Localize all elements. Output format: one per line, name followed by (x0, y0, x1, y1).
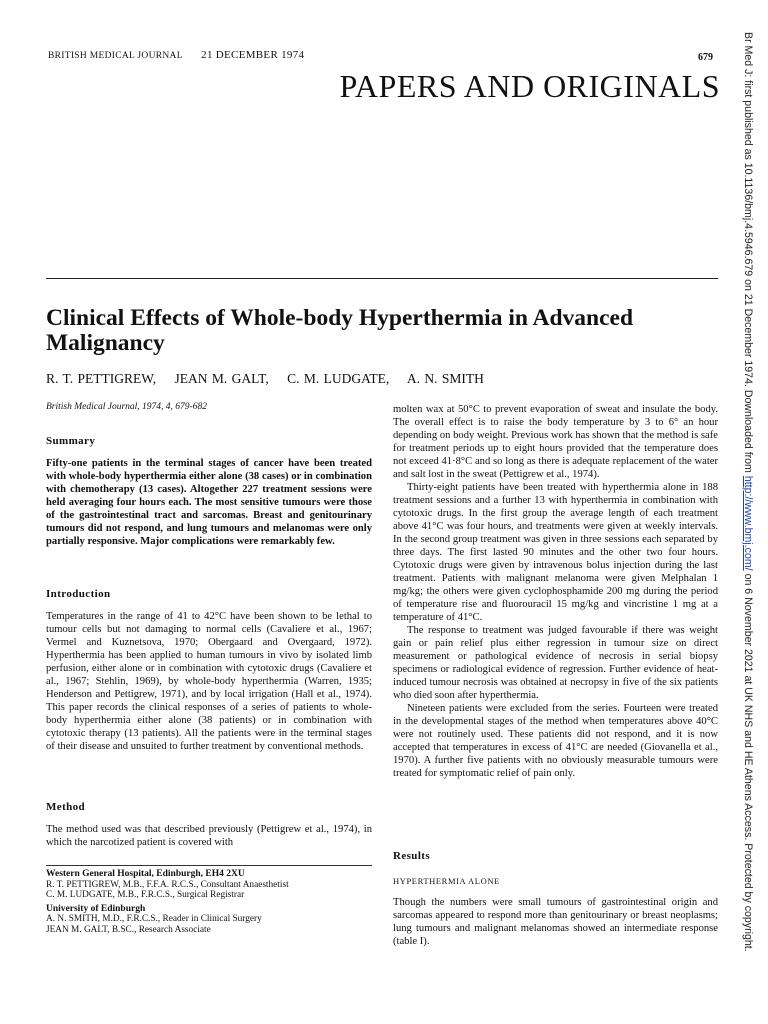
results-text: Though the numbers were small tumours of gastrointestinal origin and sarcomas appeared to respond more than genitourinary or breast neoplasms; lung tumours and malignant melanomas showed an intermediate response (table I). (393, 897, 718, 947)
side-note-suffix: on 6 November 2021 at UK NHS and HE Athens Access. Protected by copyright. (742, 573, 754, 952)
affiliation-line: JEAN M. GALT, B.SC., Research Associate (46, 924, 211, 935)
results-subheading: HYPERTHERMIA ALONE (393, 876, 500, 886)
citation: British Medical Journal, 1974, 4, 679-682 (46, 402, 207, 412)
method-section (46, 801, 372, 849)
author: R. T. PETTIGREW, (46, 371, 157, 386)
paragraph: molten wax at 50°C to prevent evaporation of sweat and insulate the body. The overall effect is to raise the body temperature by 3 to 6° an hour depending on body weight. Previous work has shown that the method is safe for treatment periods up to eight hours provided that the temperature does not exceed 41·8°C and so long as there is adequate replacement of the water and salt lost in the sweat (Pettigrew et al., 1974). (393, 404, 718, 480)
header-divider (46, 278, 718, 279)
affiliation-line: A. N. SMITH, M.D., F.R.C.S., Reader in Clinical Surgery (46, 914, 262, 924)
method-heading: Method (46, 801, 86, 813)
page-number: 679 (698, 52, 713, 63)
university-name: University of Edinburgh (46, 903, 146, 914)
summary-text: Fifty-one patients in the terminal stages of cancer have been treated with whole-body hyperthermia either alone (38 cases) or in combination with chemotherapy (13 cases). Altogether 227 treatment sessions were held averaging four hours each. The most sensitive tumours were those of the gastrointestinal tract and sarcomas. Breast and genitourinary tumours did not respond, and lung tumours and melanomas were only partially responsive. Major complications were remarkably few. (46, 458, 372, 547)
author-list (46, 371, 498, 387)
side-note-text (742, 32, 754, 952)
affiliation-line: R. T. PETTIGREW, M.B., F.F.A. R.C.S., Consultant Anaesthetist (46, 879, 289, 890)
side-note-prefix: Br Med J: first published as 10.1136/bmj.4.5946.679 on 21 December 1974. Downloaded from (742, 32, 754, 473)
introduction-section (46, 588, 372, 753)
bmj-link[interactable]: http://www.bmj.com/ (742, 475, 754, 571)
affiliations (46, 869, 372, 935)
summary-section (46, 435, 372, 548)
affiliation-line: C. M. LUDGATE, M.B., F.R.C.S., Surgical Registrar (46, 890, 245, 900)
article-title: Clinical Effects of Whole-body Hyperthermia in Advanced Malignancy (46, 305, 634, 356)
author: C. M. LUDGATE, (287, 371, 390, 386)
results-section (393, 850, 718, 948)
journal-name: BRITISH MEDICAL JOURNAL (48, 51, 183, 61)
paragraph: Nineteen patients were excluded from the series. Fourteen were treated in the developmental stages of the method when temperatures above 40°C were not routinely used. These patients did not respond, and it is now accepted that temperatures in excess of 41°C are needed (Giovanella et al., 1970). A further five patients with no obviously measurable tumours were treated for symptomatic relief of pain only. (393, 703, 718, 779)
introduction-text: Temperatures in the range of 41 to 42°C have been shown to be lethal to tumour cells but not damaging to normal cells (Cavaliere et al., 1967; Vermel and Kuznetsova, 1970; Obergaard and Overgaard, 1972). Hyperthermia has been applied to human tumours in vivo by isolated limb perfusion, either alone or in combination with cytotoxic drugs (Cavaliere et al., 1967; Stehlin, 1969), by whole-body hyperthermia (Warren, 1935; Henderson and Pettigrew, 1971), and by local irrigation (Hall et al., 1974). This paper records the clinical responses of a series of patients to whole-body hyperthermia either alone (38 patients) or in combination with cytotoxic therapy (13 patients). All the patients were in the terminal stages of their disease and unsuited to further treatment by conventional methods. (46, 611, 372, 752)
method-continued (393, 403, 718, 780)
introduction-heading: Introduction (46, 588, 111, 600)
author: A. N. SMITH (406, 371, 484, 386)
summary-heading: Summary (46, 435, 96, 447)
hospital-name: Western General Hospital, Edinburgh, EH4 2XU (46, 869, 245, 879)
section-heading: PAPERS AND ORIGINALS (339, 68, 720, 104)
paragraph: Thirty-eight patients have been treated with hyperthermia alone in 188 treatment sessions and a further 13 with hyperthermia in combination with cytotoxic drugs. In the first group the average length of each treatment above 41°C was four hours, and treatments were given at weekly intervals. In the second group treatment was given in three sessions each separated by three days. The first lasted 90 minutes and the other two four hours. Cytotoxic drugs were given by intravenous bolus injection during the last treatment. Patients with malignant melanoma were given Melphalan 1 mg/kg; the others were given cyclophosphamide 200 mg during the period of temperature rise and fluorouracil 15 mg/kg and vincristine 1 mg at a temperature of 41°C. (393, 482, 718, 623)
method-text: The method used was that described previously (Pettigrew et al., 1974), in which the narcotized patient is covered with (46, 824, 372, 848)
side-copyright-note (737, 32, 757, 992)
footnote-divider (46, 865, 372, 866)
results-heading: Results (393, 850, 431, 862)
issue-date: 21 DECEMBER 1974 (201, 49, 305, 61)
paragraph: The response to treatment was judged favourable if there was weight gain or pain relief plus either regression in tumour size on direct measurement or pathological evidence of necrosis in serial biopsy specimens or radiological evidence of regression. Further evidence of heat-induced tumour necrosis was obtained at necropsy in five of the six patients who died soon after hyperthermia. (393, 625, 718, 701)
journal-header (48, 49, 304, 61)
author: JEAN M. GALT, (174, 371, 269, 386)
